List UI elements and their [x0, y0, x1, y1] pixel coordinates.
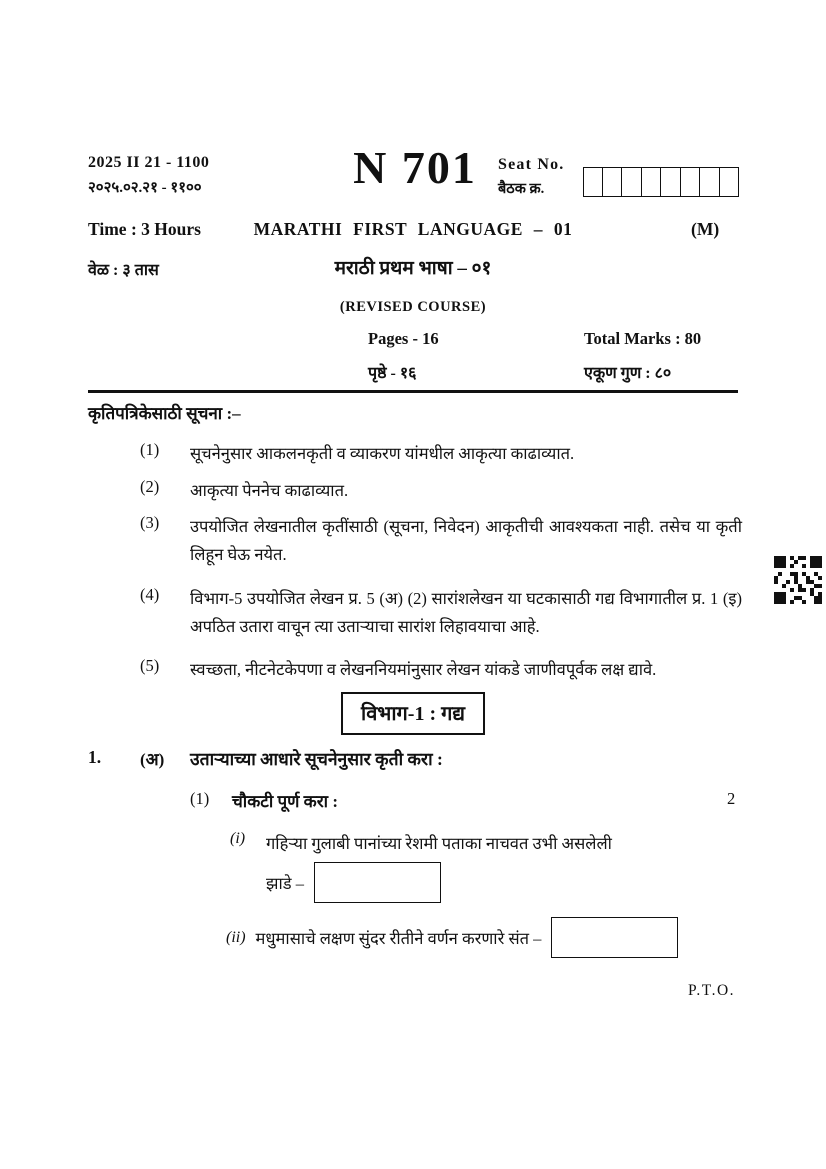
- activity-label: (1): [190, 789, 210, 808]
- seat-number-cell: [583, 167, 603, 197]
- seat-number-cell: [603, 167, 623, 197]
- activity-title: चौकटी पूर्ण करा :: [232, 792, 338, 811]
- question-sub-label: (अ): [140, 750, 165, 769]
- instruction-number: (1): [140, 440, 160, 459]
- seat-number-cell: [720, 167, 740, 197]
- course-note: (REVISED COURSE): [339, 299, 487, 315]
- instruction-number: (4): [140, 585, 160, 604]
- item-i-text-line1: गहिऱ्या गुलाबी पानांच्या रेशमी पताका नाचवत उभी असलेली: [266, 834, 612, 853]
- print-code-english: 2025 II 21 - 1100: [88, 154, 210, 171]
- subject-title-mr: मराठी प्रथम भाषा – ०१: [334, 258, 492, 279]
- instruction-text: स्वच्छता, नीटनेटकेपणा व लेखननियमांनुसार लेखन यांकडे जाणीवपूर्वक लक्ष द्यावे.: [190, 660, 657, 679]
- seat-no-label-en: Seat No.: [498, 156, 565, 173]
- medium-label: (M): [691, 219, 720, 239]
- item-i-answer-box: [314, 862, 441, 903]
- total-marks-label-en: Total Marks : 80: [584, 329, 702, 348]
- instruction-number: (5): [140, 656, 160, 675]
- item-i-answer-row: [266, 862, 441, 903]
- item-ii-answer-box: [551, 917, 678, 958]
- instructions-heading: कृतिपत्रिकेसाठी सूचना :–: [88, 404, 241, 423]
- seat-no-label-mr: बैठक क्र.: [498, 181, 545, 197]
- instruction-text: सूचनेनुसार आकलनकृती व व्याकरण यांमधील आकृत्या काढाव्यात.: [190, 444, 575, 463]
- item-ii-answer-row: [226, 917, 678, 958]
- item-i-text-line2: झाडे –: [266, 874, 304, 893]
- seat-number-boxes: [583, 167, 739, 197]
- pages-label-en: Pages - 16: [368, 329, 439, 348]
- item-ii-text: मधुमासाचे लक्षण सुंदर रीतीने वर्णन करणारे संत –: [255, 929, 542, 948]
- seat-number-cell: [681, 167, 701, 197]
- instruction-text: आकृत्या पेननेच काढाव्यात.: [190, 481, 349, 500]
- section-heading-box: विभाग-1 : गद्य: [341, 692, 485, 735]
- instruction-text: विभाग-5 उपयोजित लेखन प्र. 5 (अ) (2) सारांशलेखन या घटकासाठी गद्य विभागातील प्र. 1 (इ) अपठित उतारा वाचून त्या उताऱ्याचा सारांश लिहावयाचा आहे.: [190, 589, 742, 636]
- print-code-marathi: २०२५.०२.२१ - ११००: [88, 180, 202, 196]
- question-sub-heading: उताऱ्याच्या आधारे सूचनेनुसार कृती करा :: [190, 749, 443, 769]
- instruction-number: (2): [140, 477, 160, 496]
- instruction-text: उपयोजित लेखनातील कृतींसाठी (सूचना, निवेदन) आकृतीची आवश्यकता नाही. तसेच या कृती लिहून घेऊ नयेत.: [190, 517, 742, 564]
- seat-number-cell: [622, 167, 642, 197]
- header-divider: [88, 390, 738, 393]
- marks-value: 2: [727, 789, 736, 808]
- time-label-mr: वेळ : ३ तास: [88, 262, 159, 279]
- paper-code: N 701: [353, 142, 477, 193]
- time-label-en: Time : 3 Hours: [88, 219, 201, 239]
- item-ii-label: (ii): [226, 928, 246, 946]
- seat-number-cell: [700, 167, 720, 197]
- total-marks-label-mr: एकूण गुण : ८०: [584, 365, 672, 382]
- pages-label-mr: पृष्ठे - १६: [368, 365, 417, 382]
- qr-code: [774, 556, 822, 604]
- seat-number-cell: [642, 167, 662, 197]
- instruction-number: (3): [140, 513, 160, 532]
- pto-label: P.T.O.: [688, 982, 736, 999]
- subject-title-en: MARATHI FIRST LANGUAGE – 01: [253, 219, 573, 239]
- item-i-label: (i): [230, 830, 246, 847]
- seat-number-cell: [661, 167, 681, 197]
- question-number: 1.: [88, 747, 102, 767]
